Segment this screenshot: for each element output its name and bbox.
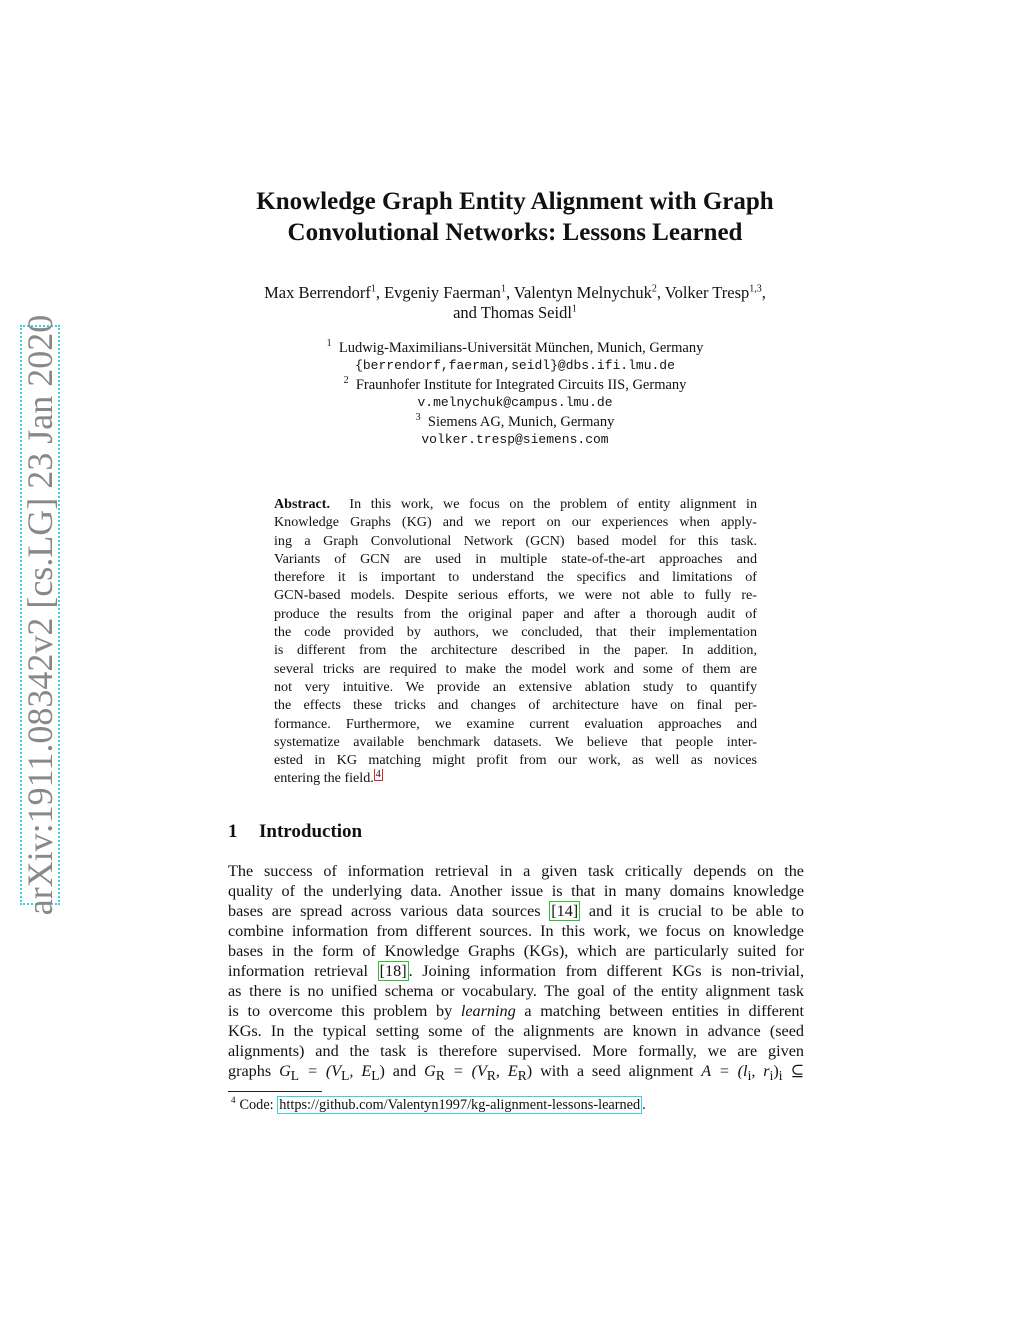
abstract-line: GCN-based models. Despite serious efforts, we were not able to fully re- [274, 587, 757, 604]
abstract-line: systematize available benchmark datasets. We believe that people inter- [274, 733, 757, 750]
affiliation-3-name: Siemens AG, Munich, Germany [427, 413, 615, 430]
intro-line [228, 1001, 804, 1021]
abstract-line: the code provided by authors, we concluded, that their implementation [274, 624, 757, 641]
intro-text: . Joining information from different KGs is non-trivial, [408, 962, 804, 980]
author-2: , Evgeniy Faerman [375, 283, 501, 302]
abstract-line-text: In this work, we focus on the problem of entity alignment in [349, 496, 757, 512]
intro-line: KGs. In the typical setting some of the alignments are known in advance (seed [228, 1022, 804, 1040]
intro-emphasis: learning [460, 1002, 516, 1020]
math: , E [495, 1062, 518, 1080]
intro-text: bases are spread across various data sources [228, 902, 550, 920]
abstract-line: formance. Furthermore, we examine current evaluation approaches and [274, 715, 757, 732]
math: ) [773, 1062, 779, 1080]
intro-line: quality of the underlying data. Another issue is that in many domains knowledge [228, 882, 804, 900]
intro-text: and it is crucial to be able to [580, 902, 804, 920]
abstract-line: ing a Graph Convolutional Network (GCN) based model for this task. [274, 532, 757, 549]
math: G [424, 1062, 436, 1080]
title-line-1: Knowledge Graph Entity Alignment with Graph [256, 188, 774, 215]
intro-text: graphs [228, 1062, 280, 1080]
abstract-line [274, 495, 757, 513]
math: ⊆ [782, 1062, 804, 1080]
author-1-affil: 1 [370, 283, 376, 295]
abstract [274, 495, 757, 788]
abstract-line: the effects these tricks and changes of architecture have on final per- [274, 697, 757, 714]
title-line-2: Convolutional Networks: Lessons Learned [287, 219, 743, 246]
math: , r [751, 1062, 770, 1080]
affiliation-1-name: Ludwig-Maximilians-Universität München, Munich, Germany [338, 340, 704, 356]
citation-link[interactable]: [18] [379, 962, 407, 980]
author-1: Max Berrendorf [264, 283, 371, 302]
author-3-affil: 2 [651, 283, 657, 295]
math-sub: R [517, 1068, 527, 1081]
abstract-line [274, 769, 757, 787]
math-sub: L [371, 1068, 380, 1081]
math: ) with a seed alignment [526, 1062, 702, 1080]
abstract-line: Variants of GCN are used in multiple state-of-the-art approaches and [274, 550, 757, 567]
code-url-link[interactable]: https://github.com/Valentyn1997/kg-alignment-lessons-learned [279, 1096, 641, 1113]
author-4-affil: 1,3 [749, 283, 762, 295]
affiliation-1-email: {berrendorf,faerman,seidl}@dbs.ifi.lmu.de [355, 358, 675, 374]
affiliations [200, 339, 830, 449]
intro-text: information retrieval [228, 962, 378, 980]
math: A = (l [701, 1062, 748, 1080]
intro-paragraph [228, 861, 804, 1081]
citation-link[interactable]: [14] [551, 902, 579, 920]
intro-text: a matching between entities in different [515, 1002, 804, 1020]
footnote-label: Code: [239, 1096, 278, 1113]
author-line-2 [200, 303, 830, 323]
author-5-affil: 1 [571, 303, 577, 315]
author-4: , Volker Tresp [656, 283, 750, 302]
abstract-line: produce the results from the original paper and after a thorough audit of [274, 605, 757, 622]
intro-line [228, 961, 804, 981]
footnote-rule [228, 1091, 322, 1092]
intro-line-math [228, 1061, 804, 1081]
paper-title [200, 186, 830, 248]
affiliation-2-name: Fraunhofer Institute for Integrated Circuits IIS, Germany [355, 376, 687, 393]
math-sub: i [747, 1068, 752, 1081]
math-sub: R [435, 1068, 445, 1081]
math: ) and [379, 1062, 425, 1080]
math-sub: L [290, 1068, 300, 1081]
section-heading [228, 821, 362, 843]
affiliation-3 [200, 413, 830, 431]
math: G [279, 1062, 291, 1080]
affiliation-2 [200, 376, 830, 394]
intro-line: combine information from different sources. In this work, we focus on knowledge [228, 922, 804, 940]
math: , E [349, 1062, 372, 1080]
abstract-line: not very intuitive. We provide an extensive ablation study to quantify [274, 678, 757, 695]
footnote-tail: . [642, 1096, 646, 1113]
affiliation-1-mark: 1 [326, 338, 332, 350]
arxiv-stamp [20, 314, 60, 916]
intro-line: as there is no unified schema or vocabulary. The goal of the entity alignment task [228, 982, 804, 1000]
math-sub: R [486, 1068, 496, 1081]
arxiv-stamp-text: arXiv:1911.08342v2 [cs.LG] 23 Jan 2020 [20, 314, 60, 916]
intro-text: is to overcome this problem by [228, 1002, 461, 1020]
affiliation-2-email: v.melnychuk@campus.lmu.de [417, 395, 613, 411]
math-sub: L [341, 1068, 350, 1081]
author-3: , Valentyn Melnychuk [505, 283, 652, 302]
math: = (V [444, 1062, 487, 1080]
affiliation-2-mark: 2 [343, 374, 349, 386]
section-title: Introduction [259, 821, 363, 842]
affiliation-3-email: volker.tresp@siemens.com [421, 432, 609, 448]
abstract-line: several tricks are required to make the model work and some of them are [274, 660, 757, 677]
footnote-ref-link[interactable]: 4 [375, 769, 381, 780]
affiliation-3-mark: 3 [415, 411, 421, 423]
author-5: and Thomas Seidl [453, 303, 572, 322]
math-sub: i [769, 1068, 774, 1081]
abstract-line: ested in KG matching might profit from our work, as well as novices [274, 752, 757, 769]
footnote-mark: 4 [231, 1095, 236, 1105]
author-list [200, 283, 830, 323]
author-2-affil: 1 [500, 283, 506, 295]
author-line-1 [200, 283, 830, 303]
math: = (V [299, 1062, 342, 1080]
abstract-line: is different from the architecture described in the paper. In addition, [274, 642, 757, 659]
footnote [228, 1095, 646, 1114]
intro-line: bases in the form of Knowledge Graphs (KGs), which are particularly suited for [228, 942, 804, 960]
abstract-line-text: entering the field. [274, 770, 374, 787]
abstract-line: Knowledge Graphs (KG) and we report on our experiences when apply- [274, 514, 757, 531]
section-number: 1 [228, 821, 238, 842]
intro-line [228, 901, 804, 921]
affiliation-1 [200, 339, 830, 357]
intro-line: alignments) and the task is therefore supervised. More formally, we are given [228, 1042, 804, 1060]
intro-line: The success of information retrieval in a given task critically depends on the [228, 862, 804, 880]
abstract-label: Abstract. [274, 496, 330, 512]
author-4-tail: , [761, 283, 766, 302]
math-sub: i [778, 1068, 783, 1081]
abstract-line: therefore it is important to understand the specifics and limitations of [274, 569, 757, 586]
